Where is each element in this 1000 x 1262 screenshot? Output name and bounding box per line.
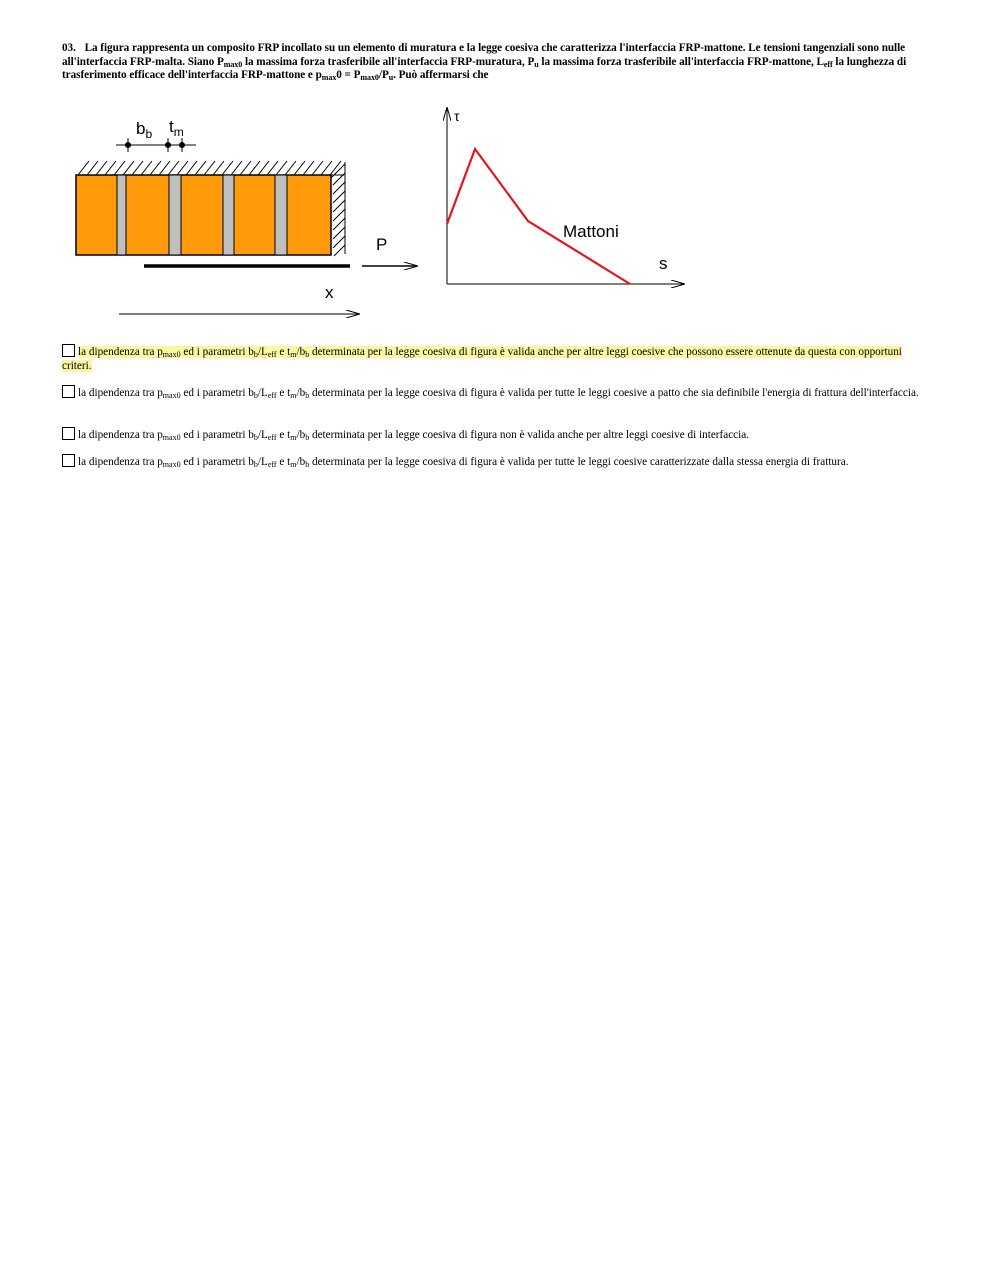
option-text-3: la dipendenza tra $p_{max0}$ ed i parametri $b_b/L_{eff}$ e $t_m/b_b$ determinata per la legge coesiva di figura non è valida anche per altre leggi coesive di interfaccia. [78, 429, 750, 442]
label-s: s [659, 254, 668, 273]
mortar-joint [223, 175, 234, 255]
masonry-element [76, 175, 331, 255]
question-text: 03. La figura rappresenta un composito FRP incollato su un elemento di muratura e la legge coesiva che caratterizza l'interfaccia FRP-mattone. Le tensioni tangenziali sono nulle all'interfaccia FRP-malta. Siano $P_{max0}$ la massima forza trasferibile all'interfaccia FRP-muratura, $P_u$ la massima forza trasferibile all'interfaccia FRP-mattone, $L_{eff}$ la lunghezza di trasferimento efficace dell'interfaccia FRP-mattone e $p_{max}0 = P_{max0}/P_u$. Può affermarsi che [62, 42, 907, 83]
label-bb: $b_b$ [136, 119, 153, 141]
label-x: x [325, 283, 334, 302]
mortar-joint [117, 175, 126, 255]
label-tm: $t_m$ [169, 117, 184, 139]
answer-checkbox-3[interactable] [62, 427, 75, 440]
answer-option-2 [62, 385, 934, 400]
mortar-joint [169, 175, 181, 255]
option-text-2: la dipendenza tra $p_{max0}$ ed i parametri $b_b/L_{eff}$ e $t_m/b_b$ determinata per la legge coesiva di figura è valida per tutte le leggi coesive a patto che sia definibile l'energia di frattura dell'interfaccia. [78, 387, 919, 400]
label-tau: τ [454, 108, 460, 124]
curve-label-mattoni: Mattoni [563, 222, 619, 241]
answer-option-1 [62, 344, 934, 374]
cohesive-law-curve [447, 149, 630, 284]
answer-option-4 [62, 454, 934, 469]
answer-checkbox-4[interactable] [62, 454, 75, 467]
answer-checkbox-2[interactable] [62, 385, 75, 398]
option-text-1: la dipendenza tra $p_{max0}$ ed i parametri $b_b/L_{eff}$ e $t_m/b_b$ determinata per la legge coesiva di figura è valida anche per altre leggi coesive che possono essere ottenute da questa con opportuni criteri. [62, 346, 902, 373]
hatch-top [76, 161, 344, 175]
label-P: P [376, 235, 388, 254]
cohesive-law-plot [447, 108, 684, 284]
figure-svg [62, 100, 702, 325]
question-number: 03. [62, 42, 76, 54]
mortar-joint [275, 175, 287, 255]
hatch-right [331, 162, 345, 256]
brick-block [76, 175, 331, 255]
option-text-4: la dipendenza tra $p_{max0}$ ed i parametri $b_b/L_{eff}$ e $t_m/b_b$ determinata per la legge coesiva di figura è valida per tutte le leggi coesive caratterizzate dalla stessa energia di frattura. [78, 456, 849, 469]
dimension-marks [116, 138, 196, 152]
answer-checkbox-1[interactable] [62, 344, 75, 357]
answer-option-3 [62, 427, 934, 442]
question-figure [62, 100, 702, 325]
